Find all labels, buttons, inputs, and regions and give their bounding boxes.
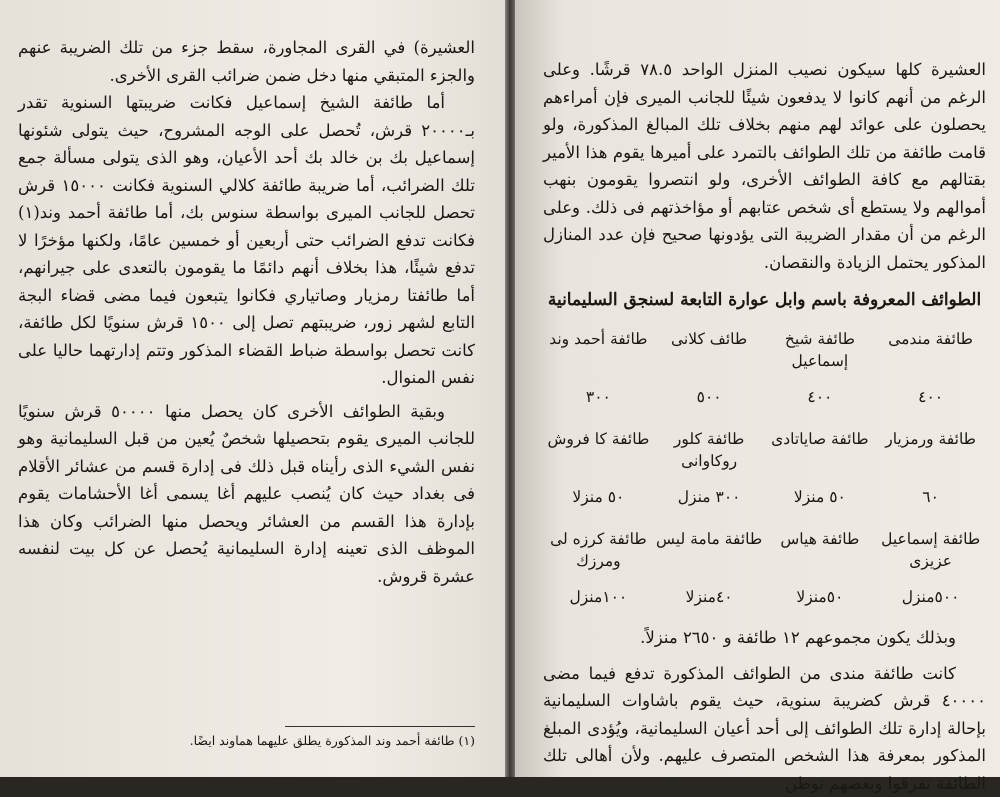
tribe-name: طائفة كرزه لى ومرزك — [543, 518, 654, 572]
right-page — [515, 0, 1000, 777]
tribe-houses: ٤٠٠ — [765, 372, 876, 418]
left-paragraph-1: العشيرة) في القرى المجاورة، سقط جزء من تلك الضريبة عنهم والجزء المتبقي منها دخل ضمن ضرائب القرى الأخرى. — [18, 34, 475, 89]
footnote-divider — [285, 726, 475, 727]
tribe-houses: ٥٠منزلا — [765, 572, 876, 618]
tribe-name: طائفة مامة ليس — [654, 518, 765, 572]
tribe-name: طائفة صاياتادى — [765, 418, 876, 472]
left-paragraph-2: أما طائفة الشيخ إسماعيل فكانت ضريبتها السنوية تقدر بـ٢٠٠٠٠ قرش، تُحصل على الوجه المشروح، حيث يتولى شئونها إسماعيل بك بن خالد بك أحد الأعيان، وهو الذى يتولى مسألة جمع تلك الضرائب، أما ضريبة طائفة كلالي السنوية فكانت ١٥٠٠٠ قرش تحصل للجانب الميرى بواسطة سنوس بك، أما طائفة أحمد وند(١) فكانت تدفع الضرائب حتى أربعين أو خمسين عامًا، ولكنها مؤخرًا لا تدفع شيئًا، هذا بخلاف أنهم دائمًا ما يقومون بالتعدى على جيرانهم، أما طائفتا رمزيار وصاتياري فكانوا يتبعون فيما مضى قضاء البجة التابع لشهر زور، ضريبتهم تصل إلى ١٥٠٠ قرش سنويًا لكل طائفة، كانت تحصل بواسطة ضباط القضاء المذكور وتتم إدارتهما حاليا على نفس المنوال. — [18, 89, 475, 392]
tribe-houses: ٥٠ منزلا — [543, 472, 654, 518]
tribe-name: طائفة هياس — [765, 518, 876, 572]
tribe-total: وبذلك يكون مجموعهم ١٢ طائفة و ٢٦٥٠ منزلاً. — [543, 624, 986, 652]
book-gutter — [505, 0, 515, 777]
tribe-name: طائفة كلور روكاوانى — [654, 418, 765, 472]
tribe-houses: ٣٠٠ منزل — [654, 472, 765, 518]
tribe-name: طائفة أحمد وند — [543, 318, 654, 372]
tribe-name: طائفة كا فروش — [543, 418, 654, 472]
tribe-houses: ٥٠٠منزل — [875, 572, 986, 618]
tribe-houses: ٤٠منزلا — [654, 572, 765, 618]
tribe-name: طائفة إسماعيل عزيزى — [875, 518, 986, 572]
tribe-name: طائفة مندمى — [875, 318, 986, 372]
footnote: (١) طائفة أحمد وند المذكورة يطلق عليهما هماوند ايضًا. — [15, 733, 475, 749]
left-page — [0, 0, 505, 777]
tribe-houses: ٤٠٠ — [875, 372, 986, 418]
right-paragraph-bottom: كانت طائفة مندى من الطوائف المذكورة تدفع فيما مضى ٤٠٠٠٠ قرش كضريبة سنوية، حيث يقوم باشاوات السليمانية بإحالة إدارة تلك الطوائف إلى أحد أعيان السليمانية، ويُؤدى المبلغ المذكور بمعرفة هذا الشخص المتصرف عليهم. ولأن أهالى تلك الطائفة تفرقوا وبعضهم توطن — [543, 660, 986, 797]
tribe-table — [543, 318, 986, 618]
section-heading: الطوائف المعروفة باسم وابل عوارة التابعة لسنجق السليمانية — [543, 290, 986, 310]
left-paragraph-3: وبقية الطوائف الأخرى كان يحصل منها ٥٠٠٠٠ قرش سنويًا للجانب الميرى يقوم بتحصيلها شخصٌ يُعين من قبل السليمانية وهو نفس الشيء الذى رأيناه قبل ذلك فى إدارة قسم من عشائر الأقلام فى بغداد حيث كان يُنصب عليهم أغا يسمى أغا الأحشامات يقوم بإدارة هذا القسم من العشائر ويحصل منها الضرائب وكان هذا الموظف الذى تعينه إدارة السليمانية يُحصل عن كل بيت لنفسه عشرة قروش. — [18, 398, 475, 591]
right-paragraph-top: العشيرة كلها سيكون نصيب المنزل الواحد ٧٨.٥ قرشًا. وعلى الرغم من أنهم كانوا لا يدفعون شيئًا للجانب الميرى فإن أمراءهم يحصلون على عوائد لهم منهم بخلاف تلك المبالغ المذكورة، ولو قامت طائفة من تلك الطوائف بالتمرد على أميرها يقوم هذا الأمير بقتالهم مع كافة الطوائف الأخرى، ولو انتصروا يقومون بنهب أموالهم ولا يستطع أى شخص عتابهم أو مؤاخذتهم فى ذلك. وعلى الرغم من أن مقدار الضريبة التى يؤدونها صحيح فإن عدد المنازل المذكور يحتمل الزيادة والنقصان. — [543, 56, 986, 276]
tribe-name: طائفة ورمزيار — [875, 418, 986, 472]
tribe-houses: ١٠٠منزل — [543, 572, 654, 618]
tribe-houses: ٦٠ — [875, 472, 986, 518]
tribe-houses: ٣٠٠ — [543, 372, 654, 418]
tribe-name: طائفة شيخ إسماعيل — [765, 318, 876, 372]
tribe-houses: ٥٠٠ — [654, 372, 765, 418]
tribe-houses: ٥٠ منزلا — [765, 472, 876, 518]
tribe-name: طائف كلانى — [654, 318, 765, 372]
